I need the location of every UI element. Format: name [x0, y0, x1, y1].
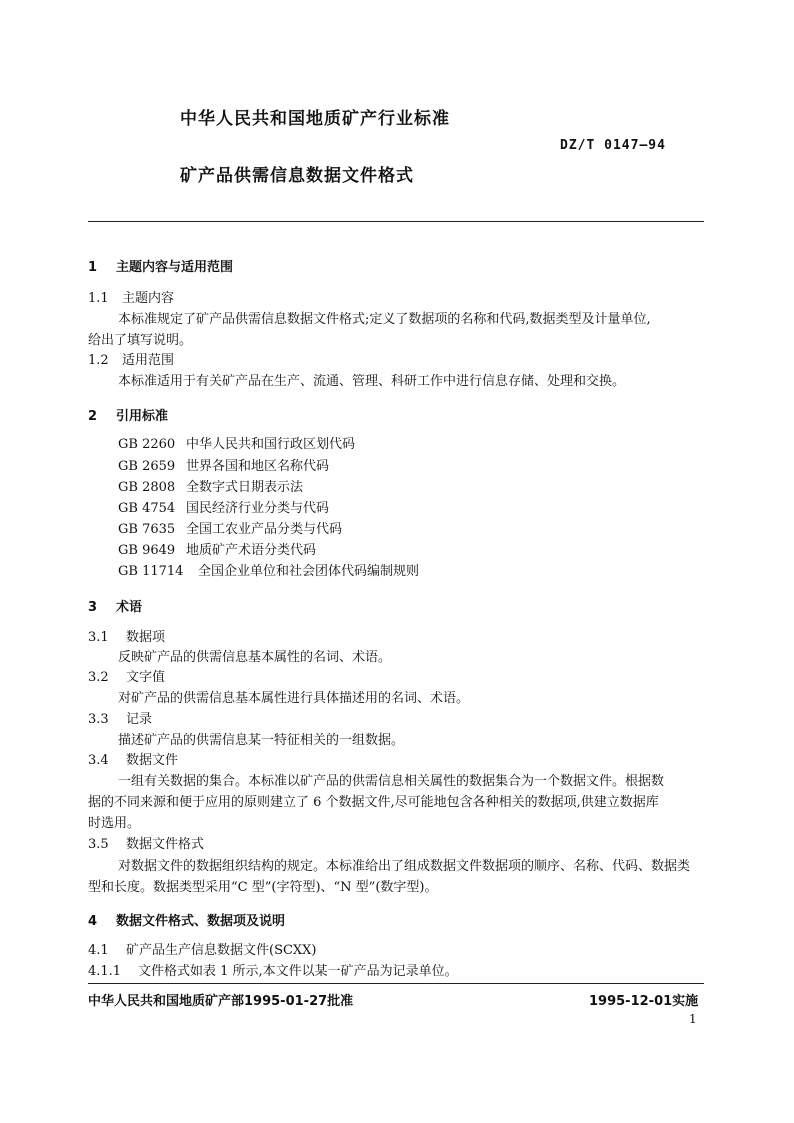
paragraph-line: 对数据文件的数据组织结构的规定。本标准给出了组成数据文件数据项的顺序、名称、代码、数据类: [118, 859, 691, 874]
subsection-3-4-heading: [88, 749, 178, 768]
page-number: 1: [689, 1012, 697, 1026]
subsection-1-2-heading: [88, 349, 174, 368]
approval-statement: 中华人民共和国地质矿产部1995-01-27批准: [88, 994, 354, 1009]
reference-name: 中华人民共和国行政区划代码: [186, 437, 356, 452]
paragraph-line: 一组有关数据的集合。本标准以矿产品的供需信息相关属性的数据集合为一个数据文件。根据数: [118, 774, 665, 789]
subsection-number: 3.2: [88, 670, 109, 685]
reference-name: 国民经济行业分类与代码: [186, 501, 330, 516]
reference-code: GB 2659: [118, 459, 176, 474]
paragraph-line: 对矿产品的供需信息基本属性进行具体描述用的名词、术语。: [118, 691, 470, 706]
subsection-number: 3.3: [88, 712, 109, 727]
subsection-number: 3.5: [88, 837, 109, 852]
reference-item: [118, 560, 419, 579]
reference-code: GB 7635: [118, 522, 176, 537]
subsection-number: 1.1: [88, 291, 109, 306]
section-3-heading: [88, 596, 142, 615]
reference-code: GB 4754: [118, 501, 176, 516]
subsection-number: 3.1: [88, 630, 109, 645]
section-1-heading: [88, 256, 233, 275]
subsection-number: 4.1.1: [88, 964, 122, 979]
subsection-1-1-heading: [88, 287, 174, 306]
section-title: 主题内容与适用范围: [116, 260, 234, 275]
subsection-title: 记录: [126, 712, 153, 727]
subsection-number: 3.4: [88, 753, 109, 768]
reference-code: GB 9649: [118, 543, 176, 558]
reference-item: [118, 518, 342, 537]
subsection-3-1-heading: [88, 626, 165, 645]
subsection-3-3-heading: [88, 708, 152, 727]
paragraph-line: 时选用。: [88, 816, 141, 831]
subsection-4-1-1-heading: [88, 960, 458, 979]
subsection-title: 数据项: [126, 630, 166, 645]
footer-divider: [88, 983, 704, 984]
reference-name: 全国企业单位和社会团体代码编制规则: [198, 564, 420, 579]
section-title: 术语: [116, 600, 143, 615]
reference-code: GB 2808: [118, 480, 176, 495]
paragraph-line: 本标准规定了矿产品供需信息数据文件格式;定义了数据项的名称和代码,数据类型及计量单位,: [118, 312, 651, 327]
paragraph-line: 本标准适用于有关矿产品在生产、流通、管理、科研工作中进行信息存储、处理和交换。: [118, 374, 626, 389]
reference-name: 地质矿产术语分类代码: [186, 543, 317, 558]
paragraph-line: 给出了填写说明。: [88, 333, 193, 348]
subsection-title: 适用范围: [122, 353, 175, 368]
document-title: 矿产品供需信息数据文件格式: [180, 166, 414, 186]
section-title: 引用标准: [116, 409, 169, 424]
implementation-date: 1995-12-01实施: [589, 994, 699, 1009]
subsection-title: 文件格式如表 1 所示,本文件以某一矿产品为记录单位。: [138, 964, 458, 979]
subsection-title: 数据文件: [126, 753, 179, 768]
subsection-3-5-heading: [88, 833, 204, 852]
section-2-heading: [88, 405, 168, 424]
reference-name: 世界各国和地区名称代码: [186, 459, 330, 474]
subsection-title: 文字值: [126, 670, 166, 685]
reference-name: 全国工农业产品分类与代码: [186, 522, 343, 537]
paragraph-line: 描述矿产品的供需信息某一特征相关的一组数据。: [118, 733, 405, 748]
subsection-number: 4.1: [88, 943, 109, 958]
reference-item: [118, 433, 355, 452]
reference-item: [118, 497, 329, 516]
reference-code: GB 2260: [118, 437, 176, 452]
paragraph-line: 反映矿产品的供需信息基本属性的名词、术语。: [118, 650, 392, 665]
section-number: 2: [88, 409, 98, 424]
subsection-3-2-heading: [88, 666, 165, 685]
reference-name: 全数字式日期表示法: [186, 480, 304, 495]
subsection-title: 数据文件格式: [126, 837, 205, 852]
section-4-heading: [88, 910, 285, 929]
reference-item: [118, 476, 303, 495]
header-divider: [88, 221, 704, 222]
subsection-title: 矿产品生产信息数据文件(SCXX): [126, 943, 317, 958]
reference-item: [118, 539, 316, 558]
subsection-4-1-heading: [88, 939, 317, 958]
subsection-number: 1.2: [88, 353, 109, 368]
reference-item: [118, 455, 329, 474]
section-number: 1: [88, 260, 98, 275]
reference-code: GB 11714: [118, 564, 184, 579]
paragraph-line: 据的不同来源和便于应用的原则建立了 6 个数据文件,尽可能地包含各种相关的数据项,供建立数据库: [88, 795, 659, 810]
section-number: 3: [88, 600, 98, 615]
standard-code: DZ/T 0147—94: [560, 138, 666, 153]
standard-organization: 中华人民共和国地质矿产行业标准: [180, 109, 450, 129]
subsection-title: 主题内容: [122, 291, 175, 306]
paragraph-line: 型和长度。数据类型采用“C 型”(字符型)、“N 型”(数字型)。: [88, 880, 438, 895]
section-number: 4: [88, 914, 98, 929]
section-title: 数据文件格式、数据项及说明: [116, 914, 286, 929]
